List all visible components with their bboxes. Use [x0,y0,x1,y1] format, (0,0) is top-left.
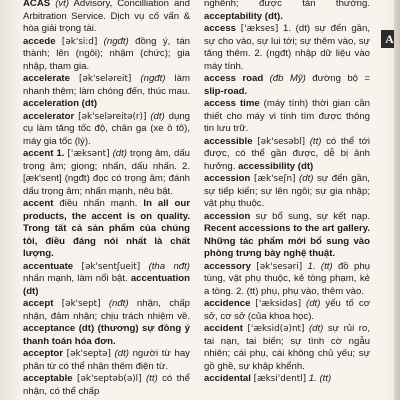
dictionary-entry [23,373,190,398]
entry-definition: dụng cụ làm tăng tốc độ, chân ga (xe ô tô), máy gia tốc (lý). [23,110,190,147]
dictionary-entry [204,98,370,136]
entry-part-of-speech: (dt) [299,173,314,184]
entry-headword: accidental [204,373,251,384]
entry-headword: accessory [204,260,251,272]
entry-example: acceptability (dt). [204,10,283,22]
entry-part-of-speech: (dt) [308,323,324,334]
entry-definition: đồng ý, tán thành; lên (ngôi); nhậm (chức); gia nhập, tham gia. [23,35,190,72]
dictionary-entry [204,0,370,23]
page-edge [394,0,400,400]
entry-pronunciation: [ək'sesəri] [256,261,303,272]
entry-part-of-speech: (nđt) [108,298,129,309]
entry-example: acceleration (dt) [23,98,98,109]
dictionary-entry [204,136,370,174]
entry-definition: 1. (dt) sự đến gần, sự cho vào, sự lui tới; sự thêm vào, sự tăng thêm. 2. (ngđt) nhập dữ liệu vào máy tính. [204,23,370,72]
dictionary-entry [204,23,370,73]
entry-headword: acceptor [23,348,63,359]
entry-definition: sự đến gần, sự tiếp kiến; sự lên ngôi; sự gia nhập; vật phụ thuộc. [204,173,370,209]
entry-example: slip-road. [204,85,248,97]
letter-tab: A [381,30,398,48]
entry-part-of-speech: (tt) [145,373,158,384]
dictionary-entry [23,261,190,299]
entry-pronunciation: [ək'septə] [66,349,111,359]
entry-part-of-speech: (dt) [112,148,127,159]
entry-headword: accession [204,173,251,184]
dictionary-entry [204,73,370,98]
entry-pronunciation: [ək'septəb(ə)l] [77,374,142,384]
entry-pronunciation: ['ækses] [240,24,279,34]
dictionary-entry [23,148,190,198]
entry-definition: có thể nhận, có thể chấp [23,373,190,397]
entry-headword: accelerate [23,73,70,84]
entry-pronunciation: [æk'seʃn] [253,174,296,184]
dictionary-entry [23,198,190,261]
dictionary-entry [23,111,190,149]
entry-pronunciation: [ək'sept] [61,299,101,309]
entry-headword: access road [204,73,264,84]
entry-example: In all our products, the accent is on quality. Trong tất cả sản phẩm của chúng tôi, điều đáng nói nhất là chất lượng. [23,198,190,259]
entry-headword: accent 1. [23,148,65,159]
entry-pronunciation: [ək'seləreitə(r)] [78,111,147,122]
entry-headword: accept [23,298,54,309]
dictionary-entry [204,323,370,373]
dictionary-entry [23,73,190,111]
entry-headword: accidence [204,298,251,309]
entry-definition: sự rủi ro, tai nạn, tai biến; sự tình cờ ngẫu nhiên; cái phụ, cái không chủ yếu; sự gồ ghề, sự khập khểnh. [204,323,370,372]
entry-definition: đường bộ = [312,73,370,84]
right-column [204,0,370,400]
entry-part-of-speech: 1. (tt) [308,373,332,384]
entry-part-of-speech: (dt) [150,110,165,122]
entry-pronunciation: [ək'sentʃueit] [81,261,141,272]
entry-definition: làm nhanh thêm; làm chóng đến, thúc mau. [23,73,190,97]
entry-part-of-speech: (dt) [306,298,321,309]
entry-headword: ACAS [23,0,51,9]
entry-definition: nhấn mạnh, làm nổi bật. [23,273,128,284]
entry-headword: accent [23,198,54,209]
entry-definition: người từ hay phân từ có thể nhận thêm điện từ. [23,348,190,372]
entry-headword: accede [23,35,56,47]
entry-definition: trọng âm, dấu trọng âm; giọng; nhấn, dấu nhấn. 2. [æk'sent] (ngđt) đọc có trọng âm; đánh dấu trọng âm; nhấn mạnh, nêu bật. [23,148,190,197]
dictionary-entry [23,348,190,373]
entry-example: acceptance (dt) (thương) sự đồng ý thanh toán hóa đơn. [23,323,190,347]
entry-headword: accentuate [23,260,74,272]
entry-definition: Advisory, Concilliation and Arbitration Service. Dịch vụ cố vấn & hòa giải trọng tài. [23,0,190,34]
dictionary-entry [23,0,190,36]
entry-part-of-speech: (tt) [309,135,322,147]
dictionary-entry [204,373,370,386]
entry-pronunciation: [ək'seləreit] [79,74,132,84]
entry-definition: sự bổ sung, sự kết nạp. [255,210,370,222]
entry-pronunciation: ['æksidəs] [255,299,302,309]
entry-part-of-speech: (đb Mỹ) [269,73,306,84]
entry-definition: có thể tới được, có thể gần được, dễ bị ảnh hưởng. [204,135,370,172]
dictionary-entry [23,298,190,348]
entry-pronunciation: [ək'sesəbl] [257,136,306,147]
dictionary-entry [23,36,190,74]
entry-headword: access [204,23,237,34]
entry-example: accessibility (dt) [238,160,314,172]
entry-example: Recent accessions to the art gallery. Những tác phẩm mới bổ sung vào phòng trưng bày nghệ thuật. [204,223,370,259]
dictionary-entry [204,261,370,299]
entry-part-of-speech: (ngđt) [140,73,166,84]
dictionary-entry [204,173,370,211]
entry-definition: yếu tố cơ sở, cơ sở (của khoa học). [204,298,370,322]
entry-headword: accessible [204,135,253,147]
entry-example: accentuation (dt) [23,273,190,297]
entry-part-of-speech: (vt) [55,0,70,9]
entry-definition: (máy tính) thời gian cần thiết cho máy vi tính tìm được thông tin lưu trữ. [204,98,370,134]
entry-headword: accession [204,210,251,222]
entry-headword: accelerator [23,110,75,122]
entry-definition: đồ phụ tùng, vật phụ thuộc, kẻ tòng phạm, kẻ a tòng. 2. (tt) phụ, phụ vào, thêm vào. [204,260,370,297]
entry-part-of-speech: 1. (tt) [307,260,333,272]
dictionary-entry [204,211,370,261]
entry-pronunciation: [ək'si:d] [61,36,98,47]
entry-headword: accident [204,323,243,334]
entry-headword: acceptable [23,373,73,384]
left-column [23,0,190,400]
entry-pronunciation: ['æksənt] [67,149,110,159]
entry-part-of-speech: (tha nđt) [148,260,190,272]
entry-definition: nghênh; được tán thưởng. [204,0,370,9]
entry-pronunciation: [æksi'dentl] [253,374,307,384]
entry-definition: điều nhấn mạnh. [59,198,138,209]
entry-pronunciation: ['æksid(ə)nt] [247,324,305,334]
dictionary-entry [204,298,370,323]
entry-definition: nhận, chấp nhận, đảm nhận; chịu trách nhiệm về. [23,298,190,322]
entry-part-of-speech: (dt) [114,348,129,359]
entry-headword: access time [204,98,260,109]
entry-part-of-speech: (ngđt) [103,35,129,47]
